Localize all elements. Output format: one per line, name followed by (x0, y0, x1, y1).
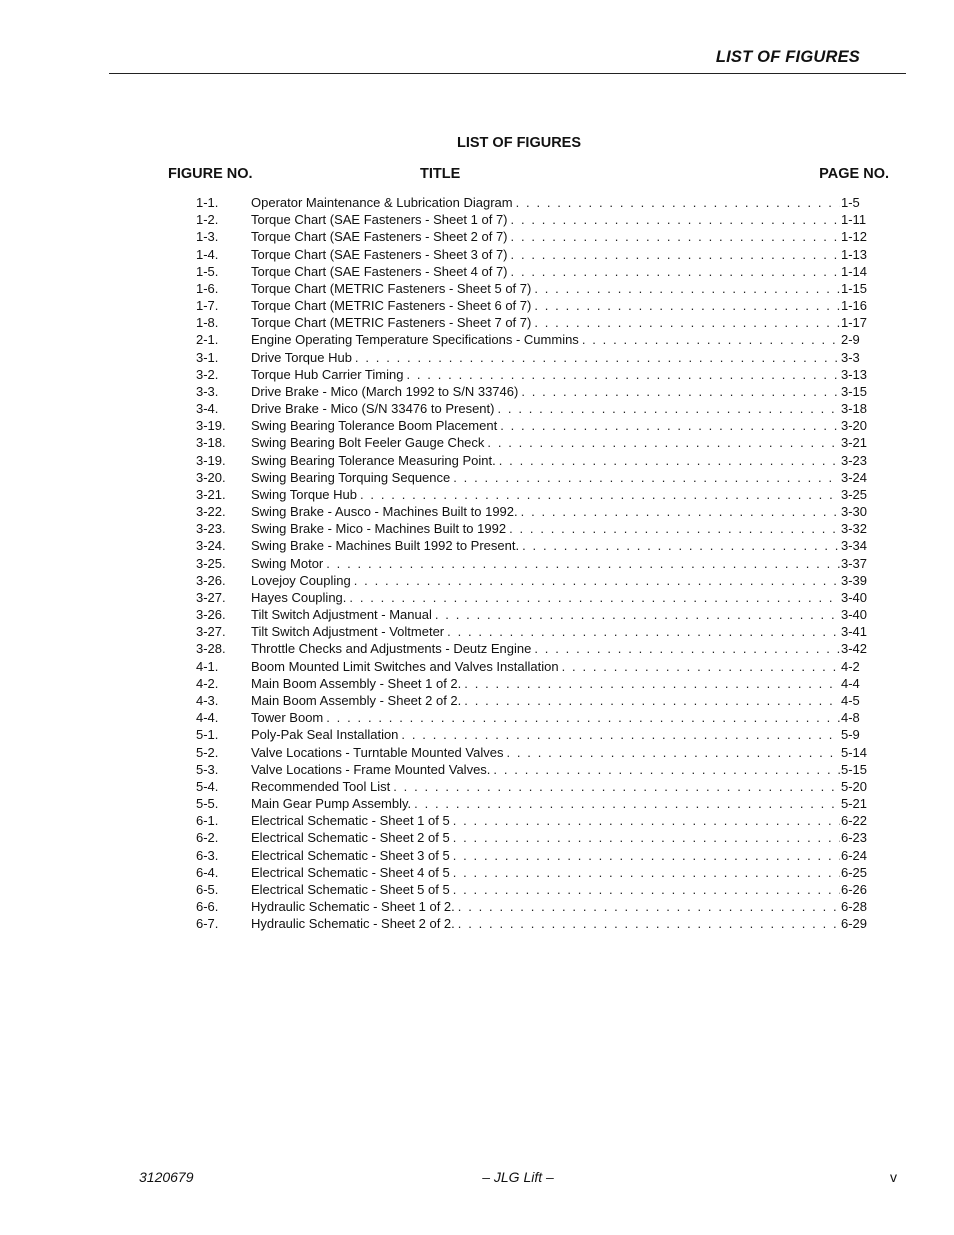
figure-title: Torque Chart (SAE Fasteners - Sheet 1 of 7) (251, 212, 508, 228)
figure-number: 5-1. (196, 727, 219, 743)
figure-page-number: 3-18 (841, 401, 868, 417)
figure-page-number: 3-25 (841, 486, 868, 502)
list-item (196, 812, 870, 829)
figure-number: 1-8. (196, 315, 219, 331)
figure-page-number: 4-5 (841, 692, 860, 708)
figure-number: 5-3. (196, 761, 219, 777)
list-item (196, 246, 870, 263)
figure-page-number: 3-20 (841, 418, 868, 434)
list-item (196, 537, 870, 554)
figure-title: Valve Locations - Turntable Mounted Valves (251, 744, 504, 760)
list-item (196, 211, 870, 228)
dot-leader (355, 349, 840, 366)
dot-leader (582, 331, 840, 348)
figure-title: Torque Chart (SAE Fasteners - Sheet 2 of 7) (251, 229, 508, 245)
figure-number: 1-6. (196, 280, 219, 296)
figure-page-number: 6-23 (841, 830, 868, 846)
dot-leader (499, 452, 840, 469)
figure-page-number: 3-40 (841, 607, 868, 623)
list-item (196, 692, 870, 709)
column-header-title: TITLE (420, 166, 461, 182)
figure-page-number: 6-29 (841, 916, 868, 932)
dot-leader (360, 486, 840, 503)
figure-page-number: 3-3 (841, 349, 860, 365)
figure-title: Tilt Switch Adjustment - Voltmeter (251, 624, 445, 640)
figure-page-number: 1-12 (841, 229, 868, 245)
figure-title: Main Gear Pump Assembly. (251, 796, 412, 812)
dot-leader (464, 675, 840, 692)
figure-title: Boom Mounted Limit Switches and Valves Installation (251, 658, 559, 674)
figure-page-number: 3-39 (841, 572, 868, 588)
figure-number: 3-18. (196, 435, 226, 451)
list-item (196, 778, 870, 795)
figure-title: Electrical Schematic - Sheet 5 of 5 (251, 881, 450, 897)
list-item (196, 623, 870, 640)
figure-title: Tower Boom (251, 710, 324, 726)
figure-number: 3-27. (196, 624, 226, 640)
list-item (196, 640, 870, 657)
list-item (196, 675, 870, 692)
dot-leader (500, 417, 840, 434)
figure-page-number: 2-9 (841, 332, 860, 348)
figure-title: Swing Brake - Machines Built 1992 to Present. (251, 538, 520, 554)
dot-leader (511, 263, 840, 280)
list-item (196, 915, 870, 932)
list-item (196, 434, 870, 451)
footer-page-number: v (890, 1169, 897, 1185)
figure-page-number: 3-34 (841, 538, 868, 554)
figure-title: Torque Chart (METRIC Fasteners - Sheet 7 of 7) (251, 315, 532, 331)
list-item (196, 400, 870, 417)
figure-title: Swing Motor (251, 555, 324, 571)
dot-leader (453, 812, 840, 829)
list-item (196, 898, 870, 915)
list-item (196, 314, 870, 331)
figure-page-number: 4-2 (841, 658, 860, 674)
dot-leader (509, 520, 840, 537)
figure-title: Electrical Schematic - Sheet 1 of 5 (251, 813, 450, 829)
dot-leader (493, 761, 840, 778)
figure-title: Torque Chart (METRIC Fasteners - Sheet 6 of 7) (251, 298, 532, 314)
dot-leader (511, 228, 840, 245)
dot-leader (406, 366, 840, 383)
figure-number: 1-4. (196, 246, 219, 262)
figure-number: 6-1. (196, 813, 219, 829)
figure-page-number: 6-22 (841, 813, 868, 829)
figure-number: 3-24. (196, 538, 226, 554)
figure-number: 3-20. (196, 469, 226, 485)
figure-number: 4-3. (196, 692, 219, 708)
dot-leader (393, 778, 840, 795)
dot-leader (534, 314, 840, 331)
dot-leader (458, 915, 840, 932)
dot-leader (562, 658, 840, 675)
dot-leader (522, 537, 840, 554)
dot-leader (534, 280, 840, 297)
dot-leader (453, 881, 840, 898)
dot-leader (516, 194, 840, 211)
list-item (196, 555, 870, 572)
figure-page-number: 5-9 (841, 727, 860, 743)
figure-title: Main Boom Assembly - Sheet 1 of 2. (251, 675, 462, 691)
figure-number: 4-1. (196, 658, 219, 674)
list-item (196, 658, 870, 675)
list-item (196, 349, 870, 366)
figure-title: Drive Brake - Mico (March 1992 to S/N 33746) (251, 383, 519, 399)
figure-page-number: 4-8 (841, 710, 860, 726)
list-item (196, 503, 870, 520)
figure-title: Throttle Checks and Adjustments - Deutz Engine (251, 641, 532, 657)
dot-leader (534, 640, 840, 657)
figure-number: 5-5. (196, 796, 219, 812)
figure-title: Swing Bearing Tolerance Measuring Point. (251, 452, 496, 468)
figure-number: 3-19. (196, 418, 226, 434)
figure-page-number: 4-4 (841, 675, 860, 691)
figure-title: Poly-Pak Seal Installation (251, 727, 399, 743)
figure-title: Electrical Schematic - Sheet 2 of 5 (251, 830, 450, 846)
list-item (196, 486, 870, 503)
figure-number: 3-3. (196, 383, 219, 399)
list-item (196, 297, 870, 314)
list-item (196, 417, 870, 434)
figure-title: Swing Bearing Torquing Sequence (251, 469, 451, 485)
figure-page-number: 1-15 (841, 280, 868, 296)
figure-title: Torque Hub Carrier Timing (251, 366, 404, 382)
column-header-page-no: PAGE NO. (819, 166, 889, 182)
figure-number: 6-7. (196, 916, 219, 932)
figure-page-number: 3-40 (841, 589, 868, 605)
dot-leader (464, 692, 840, 709)
figure-number: 6-3. (196, 847, 219, 863)
figure-title: Electrical Schematic - Sheet 3 of 5 (251, 847, 450, 863)
header-rule (109, 73, 906, 74)
dot-leader (447, 623, 840, 640)
figure-number: 3-21. (196, 486, 226, 502)
figure-number: 3-23. (196, 521, 226, 537)
figure-page-number: 1-17 (841, 315, 868, 331)
figure-page-number: 5-20 (841, 778, 868, 794)
list-item (196, 606, 870, 623)
dot-leader (349, 589, 840, 606)
list-item (196, 452, 870, 469)
figure-page-number: 3-41 (841, 624, 868, 640)
figure-page-number: 3-32 (841, 521, 868, 537)
figure-title: Swing Bearing Tolerance Boom Placement (251, 418, 498, 434)
column-header-figure-no: FIGURE NO. (168, 166, 253, 182)
list-item (196, 589, 870, 606)
figure-title: Engine Operating Temperature Specifications - Cummins (251, 332, 579, 348)
figure-title: Operator Maintenance & Lubrication Diagram (251, 195, 513, 210)
list-item (196, 572, 870, 589)
figure-title: Main Boom Assembly - Sheet 2 of 2. (251, 692, 462, 708)
figure-number: 6-4. (196, 864, 219, 880)
list-item (196, 469, 870, 486)
dot-leader (326, 555, 840, 572)
figure-number: 4-2. (196, 675, 219, 691)
figure-page-number: 6-26 (841, 881, 868, 897)
figure-number: 3-22. (196, 504, 226, 520)
figure-page-number: 6-24 (841, 847, 868, 863)
figure-page-number: 5-21 (841, 796, 868, 812)
figure-number: 1-1. (196, 195, 219, 210)
figure-page-number: 1-11 (841, 212, 867, 228)
figure-number: 3-2. (196, 366, 219, 382)
figure-title: Recommended Tool List (251, 778, 391, 794)
dot-leader (453, 847, 840, 864)
figure-number: 3-27. (196, 589, 226, 605)
figure-number: 6-6. (196, 899, 219, 915)
figure-title: Swing Brake - Mico - Machines Built to 1992 (251, 521, 507, 537)
dot-leader (354, 572, 840, 589)
figure-title: Hayes Coupling. (251, 589, 347, 605)
list-item (196, 366, 870, 383)
figure-number: 6-2. (196, 830, 219, 846)
list-item (196, 761, 870, 778)
figure-page-number: 5-15 (841, 761, 868, 777)
dot-leader (487, 434, 840, 451)
figure-number: 3-26. (196, 607, 226, 623)
dot-leader (453, 469, 840, 486)
list-item (196, 331, 870, 348)
list-item (196, 744, 870, 761)
footer-brand: – JLG Lift – (482, 1169, 554, 1185)
running-header-title: LIST OF FIGURES (715, 48, 860, 66)
figure-page-number: 1-16 (841, 298, 868, 314)
figure-number: 3-26. (196, 572, 226, 588)
figure-title: Swing Brake - Ausco - Machines Built to 1992. (251, 504, 518, 520)
figure-page-number: 1-13 (841, 246, 868, 262)
figure-title: Drive Torque Hub (251, 349, 352, 365)
figure-page-number: 3-15 (841, 383, 868, 399)
figure-number: 3-19. (196, 452, 226, 468)
list-item (196, 864, 870, 881)
list-item (196, 228, 870, 245)
list-item (196, 383, 870, 400)
figure-title: Hydraulic Schematic - Sheet 2 of 2. (251, 916, 455, 932)
figure-number: 3-4. (196, 401, 219, 417)
list-item (196, 726, 870, 743)
list-item (196, 847, 870, 864)
list-item (196, 280, 870, 297)
figure-page-number: 3-13 (841, 366, 868, 382)
dot-leader (414, 795, 840, 812)
figure-title: Hydraulic Schematic - Sheet 1 of 2. (251, 899, 455, 915)
list-item (196, 520, 870, 537)
figure-title: Drive Brake - Mico (S/N 33476 to Present) (251, 401, 495, 417)
list-item (196, 194, 870, 211)
list-item (196, 881, 870, 898)
dot-leader (521, 503, 840, 520)
dot-leader (511, 246, 840, 263)
figure-title: Electrical Schematic - Sheet 4 of 5 (251, 864, 450, 880)
figure-number: 3-1. (196, 349, 219, 365)
figure-title: Swing Bearing Bolt Feeler Gauge Check (251, 435, 485, 451)
figure-number: 1-7. (196, 298, 219, 314)
figure-page-number: 6-25 (841, 864, 868, 880)
dot-leader (401, 726, 840, 743)
figure-title: Torque Chart (METRIC Fasteners - Sheet 5 of 7) (251, 280, 532, 296)
dot-leader (435, 606, 840, 623)
figure-page-number: 5-14 (841, 744, 868, 760)
dot-leader (497, 400, 840, 417)
figure-number: 5-4. (196, 778, 219, 794)
figure-number: 1-2. (196, 212, 219, 228)
figure-title: Swing Torque Hub (251, 486, 357, 502)
figure-page-number: 6-28 (841, 899, 868, 915)
figure-title: Valve Locations - Frame Mounted Valves. (251, 761, 491, 777)
figure-number: 4-4. (196, 710, 219, 726)
dot-leader (453, 864, 840, 881)
footer-doc-number: 3120679 (139, 1169, 194, 1185)
figure-page-number: 1-14 (841, 263, 868, 279)
figure-title: Tilt Switch Adjustment - Manual (251, 607, 432, 623)
figure-page-number: 3-24 (841, 469, 868, 485)
figure-title: Torque Chart (SAE Fasteners - Sheet 3 of 7) (251, 246, 508, 262)
figure-page-number: 3-21 (841, 435, 868, 451)
figure-list (196, 194, 870, 932)
figure-page-number: 3-23 (841, 452, 868, 468)
dot-leader (326, 709, 840, 726)
list-item (196, 263, 870, 280)
figure-title: Torque Chart (SAE Fasteners - Sheet 4 of 7) (251, 263, 508, 279)
figure-page-number: 3-42 (841, 641, 868, 657)
figure-number: 2-1. (196, 332, 219, 348)
list-item (196, 709, 870, 726)
dot-leader (511, 211, 840, 228)
figure-number: 5-2. (196, 744, 219, 760)
figure-page-number: 3-30 (841, 504, 868, 520)
figure-number: 6-5. (196, 881, 219, 897)
figure-number: 1-3. (196, 229, 219, 245)
figure-title: Lovejoy Coupling (251, 572, 351, 588)
figure-number: 1-5. (196, 263, 219, 279)
figure-page-number: 1-5 (841, 195, 860, 210)
dot-leader (521, 383, 840, 400)
list-item (196, 795, 870, 812)
dot-leader (453, 829, 840, 846)
list-item (196, 829, 870, 846)
dot-leader (458, 898, 840, 915)
dot-leader (506, 744, 840, 761)
dot-leader (534, 297, 840, 314)
figure-number: 3-28. (196, 641, 226, 657)
figure-page-number: 3-37 (841, 555, 868, 571)
figure-number: 3-25. (196, 555, 226, 571)
page-title: LIST OF FIGURES (456, 135, 582, 151)
